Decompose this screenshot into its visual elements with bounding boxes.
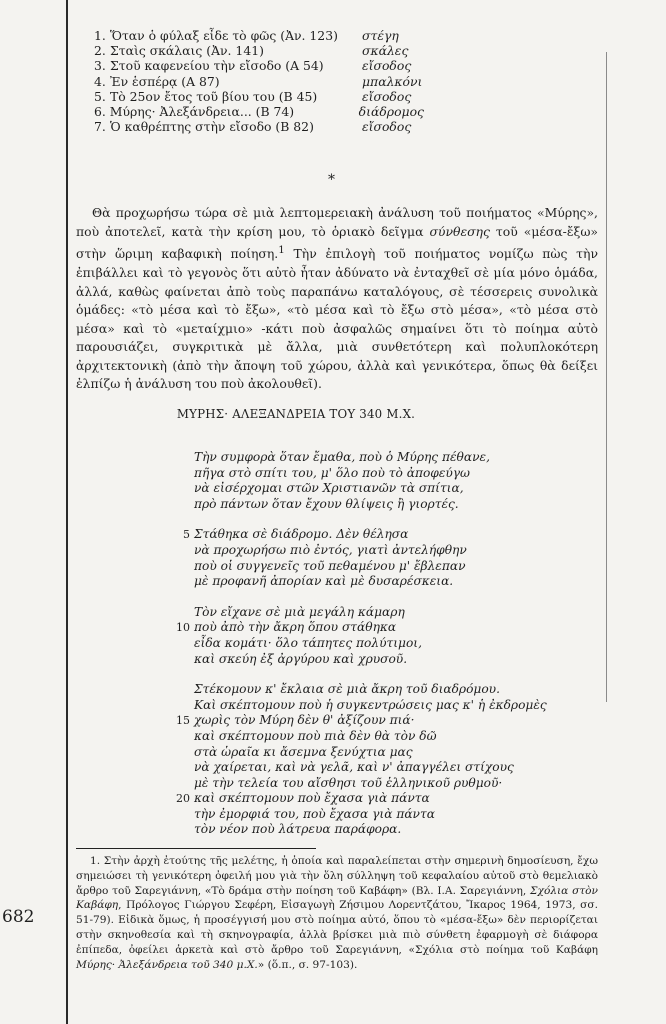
poem-line: [164, 450, 547, 466]
verse-text: νὰ εἰσέρχομαι στῶν Χριστιανῶν τὰ σπίτια,: [194, 481, 464, 496]
footnote-rule: [76, 848, 316, 849]
verse-text: Τὸν εἴχανε σὲ μιὰ μεγάλη κάμαρη: [194, 604, 405, 619]
poem-line: [164, 729, 547, 745]
section-separator: *: [328, 172, 335, 188]
poem-line: [164, 760, 547, 776]
verse-text: Στάθηκα σὲ διάδρομο. Δὲν θέλησα: [194, 527, 409, 542]
list-item: 1. Ὅταν ὁ φύλαξ εἶδε τὸ φῶς (Ἀν. 123) στέγη: [94, 28, 399, 43]
poem-stanza: [164, 605, 547, 667]
poem-line: [164, 636, 547, 652]
poem-line: [164, 652, 547, 668]
poem-title: ΜΥΡΗΣ· ΑΛΕΞΑΝΔΡΕΙΑ ΤΟΥ 340 Μ.Χ.: [176, 407, 416, 421]
line-number: 20: [176, 792, 190, 806]
verse-text: μὲ προφανῆ ἀπορίαν καὶ μὲ δυσαρέσκεια.: [194, 574, 454, 589]
verse-text: ποὺ ἀπὸ τὴν ἄκρη ὅπου στάθηκα: [194, 620, 397, 635]
footnote-ref: 1: [278, 244, 285, 257]
verse-text: Στέκομουν κ' ἔκλαια σὲ μιὰ ἄκρη τοῦ διαδρόμου.: [194, 682, 500, 697]
verse-text: πῆγα στὸ σπίτι του, μ' ὅλο ποὺ τὸ ἀποφεύγω: [194, 465, 470, 480]
verse-text: μὲ τὴν τελεία του αἴσθησι τοῦ ἑλληνικοῦ ρυθμοῦ·: [194, 775, 503, 790]
verse-text: ποὺ οἱ συγγενεῖς τοῦ πεθαμένου μ' ἔβλεπαν: [194, 558, 466, 573]
poem-line: [164, 497, 547, 513]
poem-line: [164, 559, 547, 575]
verse-text: πρὸ πάντων ὅταν ἔχουν θλίψεις ἢ γιορτές.: [194, 496, 459, 511]
emphasis-text: σύνθεσης: [429, 223, 490, 239]
list-item: 3. Στοῦ καφενείου τὴν εἴσοδο (Α 54) εἴσοδος: [94, 58, 412, 74]
verse-text: τὸν νέον ποὺ λάτρευα παράφορα.: [194, 822, 402, 837]
line-number: 10: [176, 621, 190, 635]
poem-line: [164, 574, 547, 590]
poem-line: [164, 776, 547, 792]
list-item: 4. Ἐν ἑσπέρᾳ (Α 87) μπαλκόνι: [94, 73, 423, 89]
footnote: 1. Στὴν ἀρχὴ ἐτούτης τῆς μελέτης, ἡ ὁποία καὶ παραλείπεται στὴν σημερινὴ δημοσίευση, ἔχω σημειώσει τὴ γενικότερη ὀφειλή μου γιὰ τὴν ὅλη σύλληψη τοῦ κεφαλαίου αὐτοῦ στὸ θεμελιακὸ ἄρθρο τοῦ Σαρεγιάννη, «Τὸ δράμα στὴν ποίηση τοῦ Καβάφη» (Βλ. Ι.Α. Σαρεγιάννη, Σχόλια στὸν Καβάφη, Πρόλογος Γιώργου Σεφέρη, Εἰσαγωγὴ Ζήσιμου Λορεντζάτου, Ἴκαρος 1964, 1973, σσ. 51-79). Εἰδικὰ ὅμως, ἡ προσέγγισή μου στὸ ποίημα αὐτό, ὅπου τὸ «μέσα-ἔξω» δὲν περιορίζεται στὴν σκηνοθεσία καὶ τὴ σκηνογραφία, ἀλλὰ βρίσκει μιὰ πιὸ σύνθετη ἐφαρμογὴ σὲ διάφορα ἐπίπεδα, ὀφείλει ἀρκετὰ καὶ στὸ ἄρθρο τοῦ Σαρεγιάννη, «Σχόλια στὸ ποίημα τοῦ Καβάφη Μύρης· Ἀλεξάνδρεια τοῦ 340 μ.Χ.» (ὅ.π., σ. 97-103).: [76, 855, 598, 971]
list-item: 2. Σταὶς σκάλαις (Ἀν. 141) σκάλες: [94, 43, 409, 59]
poem-line: [164, 527, 547, 543]
left-margin-rule: [66, 0, 68, 1024]
poem-line: [164, 481, 547, 497]
verse-text: νὰ χαίρεται, καὶ νὰ γελᾶ, καὶ ν' ἀπαγγέλει στίχους: [194, 760, 514, 775]
line-number: 5: [183, 528, 190, 542]
poem-line: [164, 605, 547, 621]
poem-text: [164, 450, 547, 853]
poem-stanza: [164, 682, 547, 838]
right-margin-rule: [606, 52, 607, 702]
verse-text: χωρὶς τὸν Μύρη δὲν θ' ἀξίζουν πιά·: [194, 713, 415, 728]
verse-text: καὶ σκέπτομουν ποὺ πιὰ δὲν θὰ τὸν δῶ: [194, 728, 437, 743]
body-paragraph: Θὰ προχωρήσω τώρα σὲ μιὰ λεπτομερειακὴ ἀνάλυση τοῦ ποιήματος «Μύρης», ποὺ ἀποτελεῖ, κατὰ τὴν κρίση μου, τὸ ὁριακὸ δεῖγμα σύνθεσης τοῦ «μέσα-ἔξω» στὴν ὥριμη καβαφικὴ ποίηση.$^1$ Τὴν ἐπιλογὴ τοῦ ποιήματος νομίζω πὼς τὴν ἐπιβάλλει καὶ τὸ γεγονὸς ὅτι αὐτὸ ἦταν ἀδύνατο νὰ ἐνταχθεῖ σὲ μία μόνο ὁμάδα, ἀλλά, καθὼς φαίνεται ἀπὸ τοὺς παραπάνω καταλόγους, σὲ τέσσερεις συνολικὰ ὁμάδες: «τὸ μέσα καὶ τὸ ἔξω», «τὸ μέσα καὶ τὸ ἔξω στὸ μέσα», «τὸ μέσα στὸ μέσα» καὶ τὸ «μεταίχμιο» -κάτι ποὺ ἀσφαλῶς σημαίνει ὅτι τὸ ποίημα αὐτὸ παρουσιάζει, συγκριτικὰ μὲ ἄλλα, μιὰ συνθετότερη καὶ πολυπλοκότερη ἀρχιτεκτονικὴ (ἀπὸ τὴν ἄποψη τοῦ χώρου, ἀλλὰ καὶ γενικότερα, ὅπως θὰ δείξει ἐλπίζω ἡ ἀνάλυση του ποὺ ἀκολουθεῖ).: [76, 205, 599, 392]
poem-line: [164, 791, 547, 807]
list-item: 7. Ὁ καθρέπτης στὴν εἴσοδο (Β 82) εἴσοδος: [94, 119, 412, 135]
verse-text: Τὴν συμφορὰ ὅταν ἔμαθα, ποὺ ὁ Μύρης πέθανε,: [194, 450, 490, 464]
poem-list: [94, 28, 424, 134]
line-number: 15: [176, 714, 190, 728]
list-item: 5. Τὸ 25ον ἔτος τοῦ βίου του (Β 45) εἴσοδος: [94, 88, 412, 104]
verse-text: Καὶ σκέπτομουν ποὺ ἡ συγκεντρώσεις μας κ' ἡ ἐκδρομὲς: [194, 697, 547, 712]
poem-stanza: [164, 527, 547, 589]
poem-line: [164, 620, 547, 636]
verse-text: καὶ σκέπτομουν ποὺ ἔχασα γιὰ πάντα: [194, 791, 430, 806]
poem-line: [164, 466, 547, 482]
list-item: 6. Μύρης· Ἀλεξάνδρεια... (Β 74) διάδρομος: [94, 103, 424, 119]
poem-line: [164, 682, 547, 698]
poem-line: [164, 745, 547, 761]
poem-line: [164, 822, 547, 838]
verse-text: νὰ προχωρήσω πιὸ ἐντός, γιατὶ ἀντελήφθην: [194, 542, 467, 557]
verse-text: καὶ σκεύη ἐξ ἀργύρου καὶ χρυσοῦ.: [194, 651, 408, 666]
verse-text: στὰ ὡραῖα κι ἄσεμνα ξενύχτια μας: [194, 744, 413, 759]
poem-line: [164, 713, 547, 729]
poem-line: [164, 543, 547, 559]
poem-line: [164, 807, 547, 823]
poem-line: [164, 698, 547, 714]
page-number: 682: [2, 907, 35, 927]
verse-text: εἶδα κομάτι· ὅλο τάπητες πολύτιμοι,: [194, 635, 422, 650]
verse-text: τὴν ἐμορφιά του, ποὺ ἔχασα γιὰ πάντα: [194, 806, 435, 821]
poem-stanza: [164, 450, 547, 512]
